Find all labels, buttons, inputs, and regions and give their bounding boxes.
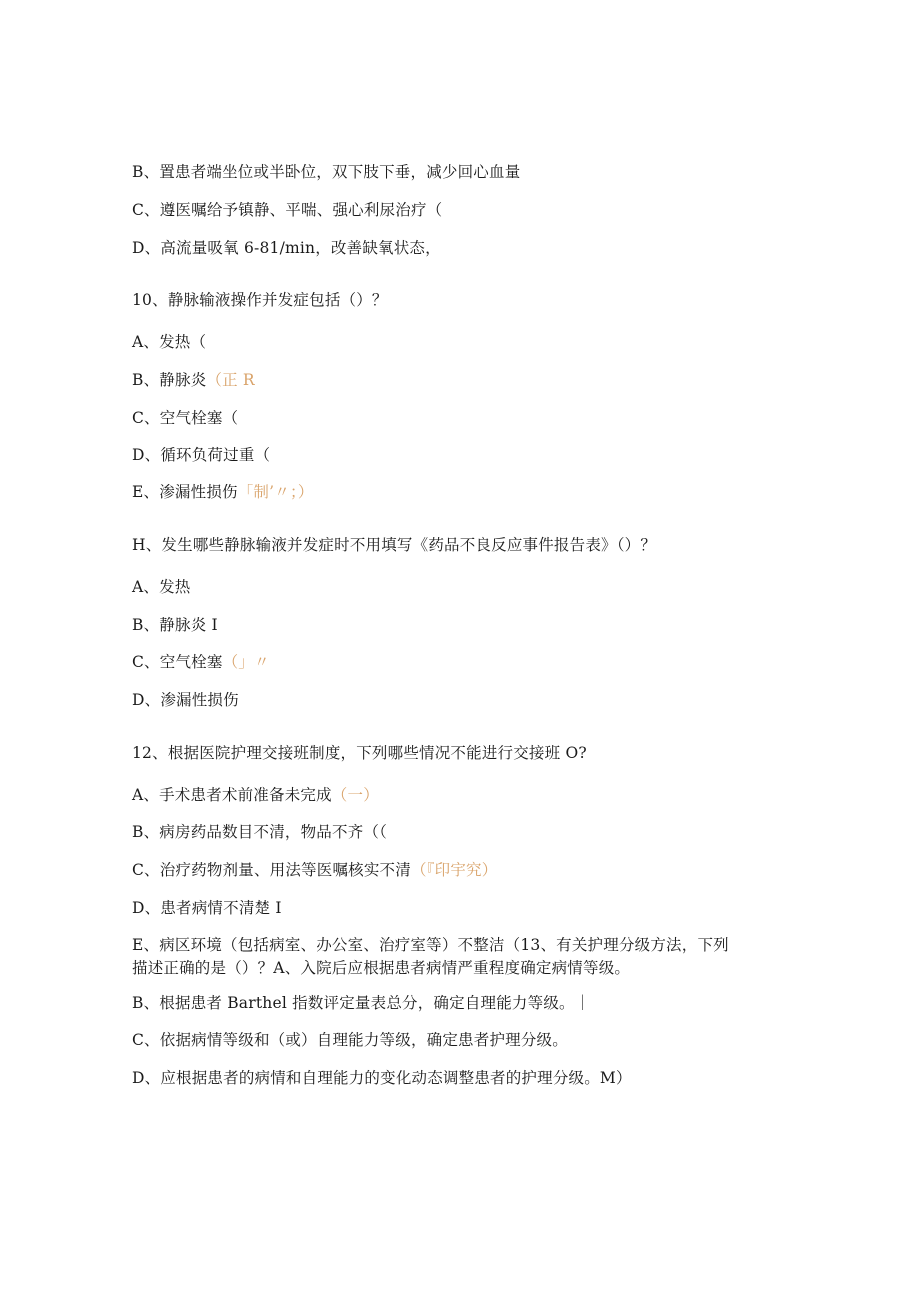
q11-option-a: A、发热 <box>132 578 191 596</box>
q12-option-a <box>132 785 379 805</box>
q12-option-c-handwritten-mark: （『印宇究） <box>410 861 498 879</box>
q13-option-c: C、依据病情等级和（或）自理能力等级，确定患者护理分级。 <box>132 1031 568 1049</box>
q11-option-b: B、静脉炎 I <box>132 616 218 634</box>
q10-question: 10、静脉输液操作并发症包括（）？ <box>132 291 388 309</box>
q11-option-d: D、渗漏性损伤 <box>132 691 239 709</box>
q12-option-c-text: C、治疗药物剂量、用法等医嘱核实不清 <box>132 861 411 879</box>
q12-question: 12、根据医院护理交接班制度，下列哪些情况不能进行交接班 O? <box>132 744 587 762</box>
q9-option-d: D、高流量吸氧 6-81/min，改善缺氧状态， <box>132 239 441 257</box>
q12-option-a-text: A、手术患者术前准备未完成 <box>132 786 332 804</box>
q10-option-e <box>132 482 314 502</box>
q13-option-b: B、根据患者 Barthel 指数评定量表总分，确定自理能力等级。｜ <box>132 994 591 1012</box>
q12-option-b: B、病房药品数目不清，物品不齐（（ <box>132 823 388 841</box>
q10-option-e-handwritten-mark: 「制’〃；） <box>237 483 314 501</box>
q11-option-c <box>132 652 270 672</box>
q9-option-c: C、遵医嘱给予镇静、平喘、强心利尿治疗（ <box>132 201 443 219</box>
q10-option-c: C、空气栓塞（ <box>132 409 239 427</box>
q11-question: H、发生哪些静脉输液并发症时不用填写《药品不良反应事件报告表》（）？ <box>132 536 657 554</box>
q11-option-c-handwritten-mark: （」〃 <box>222 653 270 671</box>
q10-option-b-handwritten-mark: （正 R <box>206 371 255 389</box>
q13-option-d: D、应根据患者的病情和自理能力的变化动态调整患者的护理分级。M） <box>132 1069 632 1087</box>
q10-option-b <box>132 370 255 390</box>
q10-option-b-text: B、静脉炎 <box>132 371 207 389</box>
q10-option-d: D、循环负荷过重（ <box>132 446 271 464</box>
q12-option-e-line1: E、病区环境（包括病室、办公室、治疗室等）不整洁（13、有关护理分级方法，下列 <box>132 936 729 954</box>
q12-option-e-line2: 描述正确的是（）？A、入院后应根据患者病情严重程度确定病情等级。 <box>132 959 631 977</box>
q10-option-e-text: E、渗漏性损伤 <box>132 483 238 501</box>
q12-option-d: D、患者病情不清楚 I <box>132 899 282 917</box>
q10-option-a: A、发热（ <box>132 333 207 351</box>
q12-option-a-handwritten-mark: （一） <box>331 786 379 804</box>
q11-option-c-text: C、空气栓塞 <box>132 653 223 671</box>
q12-option-c <box>132 860 497 880</box>
q9-option-b: B、置患者端坐位或半卧位，双下肢下垂，减少回心血量 <box>132 163 521 181</box>
